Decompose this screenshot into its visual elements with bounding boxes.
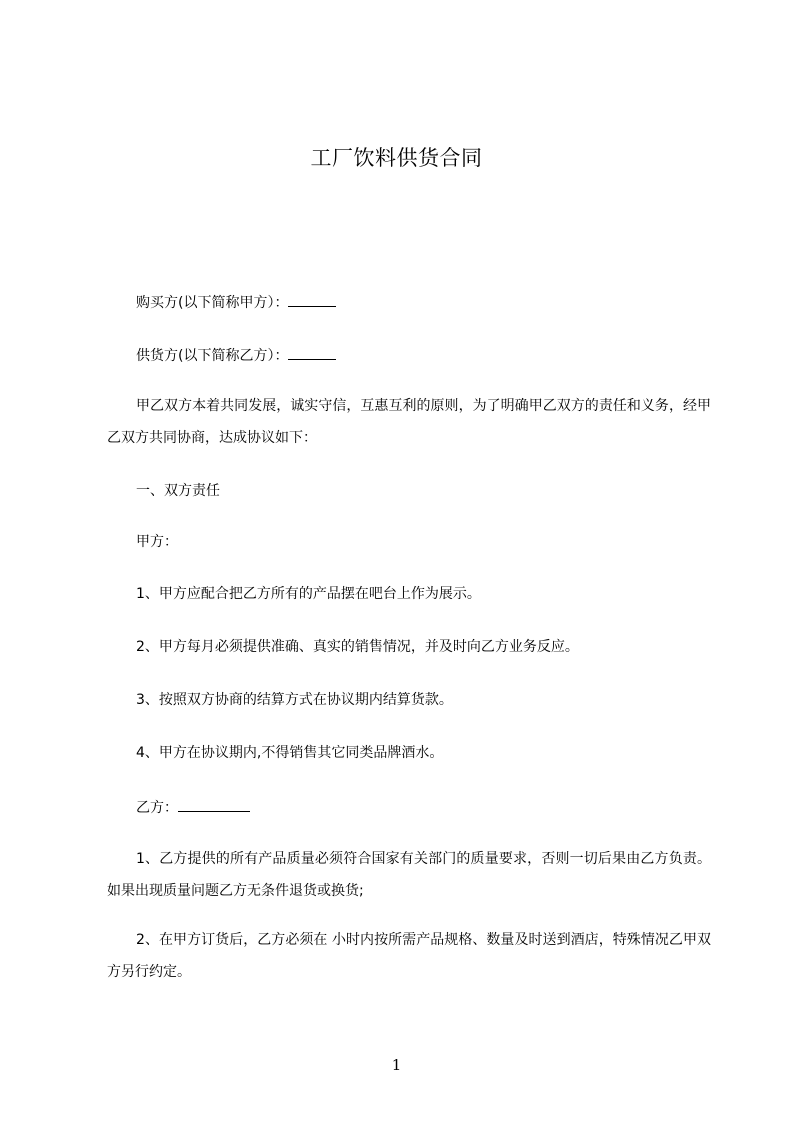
- party-a-item-3: 3、按照双方协商的结算方式在协议期内结算货款。: [136, 692, 453, 708]
- supplier-blank[interactable]: [288, 345, 336, 360]
- intro-paragraph: 甲乙双方本着共同发展，诚实守信，互惠互利的原则，为了明确甲乙双方的责任和义务，经甲乙双方共同协商，达成协议如下：: [107, 398, 711, 446]
- party-b-blank[interactable]: [178, 797, 250, 812]
- party-b-heading: 乙方：: [136, 800, 178, 816]
- supplier-line: [107, 345, 736, 366]
- party-a-item-1: 1、甲方应配合把乙方所有的产品摆在吧台上作为展示。: [136, 586, 481, 602]
- document-title: 工厂饮料供货合同: [310, 146, 483, 170]
- buyer-label: 购买方(以下简称甲方）：: [136, 295, 289, 311]
- page-number: 1: [391, 1056, 402, 1074]
- party-b-item-2: 2、在甲方订货后，乙方必须在 小时内按所需产品规格、数量及时送到酒店，特殊情况乙甲双方另行约定。: [107, 932, 711, 980]
- party-b-item-1: 1、乙方提供的所有产品质量必须符合国家有关部门的质量要求，否则一切后果由乙方负责。如果出现质量问题乙方无条件退货或换货;: [107, 851, 711, 899]
- supplier-label: 供货方(以下简称乙方）：: [136, 348, 289, 364]
- party-b-line: [107, 797, 736, 818]
- party-a-heading: 甲方：: [136, 534, 178, 550]
- buyer-line: [107, 292, 736, 313]
- party-a-item-2: 2、甲方每月必须提供准确、真实的销售情况，并及时向乙方业务反应。: [136, 639, 579, 655]
- buyer-blank[interactable]: [288, 292, 336, 307]
- section1-heading: 一、双方责任: [136, 483, 220, 499]
- party-a-item-4: 4、甲方在协议期内,不得销售其它同类品牌酒水。: [136, 745, 444, 761]
